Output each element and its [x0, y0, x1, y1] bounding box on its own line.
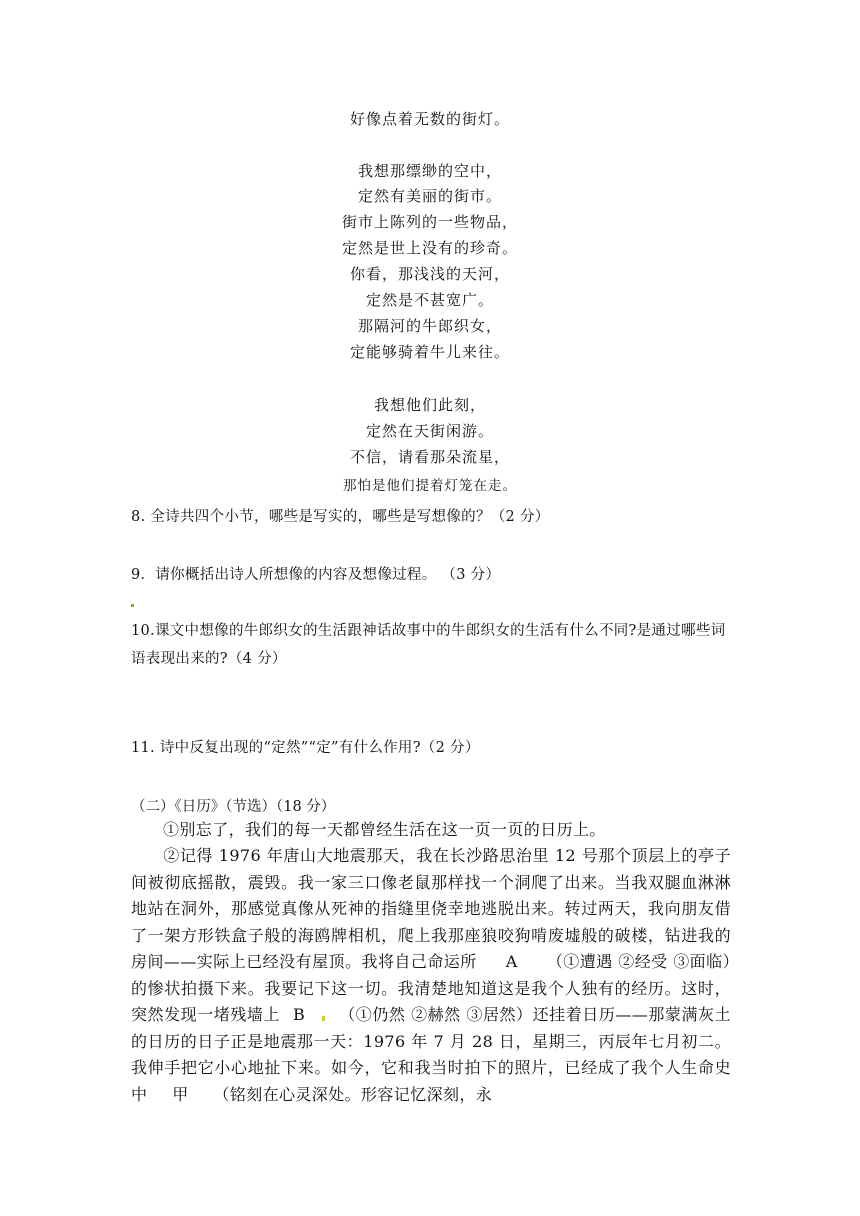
question-9: 9．请你概括出诗人所想像的内容及想像过程。 （3 分） [131, 567, 501, 583]
question-8: 8. 全诗共四个小节，哪些是写实的，哪些是写想像的？（2 分） [131, 509, 550, 525]
paragraph-2-text-d: （铭刻在心灵深处。形容记忆深刻，永 [213, 1084, 493, 1104]
poem-line: 定然有美丽的街市。 [357, 187, 502, 205]
poem-line: 街市上陈列的一些物品， [341, 213, 518, 231]
paragraph-2 [131, 843, 731, 1108]
stray-mark [131, 604, 134, 607]
poem-line: 我想那缥缈的空中， [357, 162, 502, 180]
blank-b: B [292, 1005, 306, 1024]
poem-line: 不信，请看那朵流星， [349, 448, 510, 466]
question-10: 10.课文中想像的牛郎织女的生活跟神话故事中的牛郎织女的生活有什么不同?是通过哪些词语表现出来的?（4 分） [131, 623, 726, 667]
paragraph-2-text-a: ②记得 1976 年唐山大地震那天，我在长沙路思治里 12 号那个顶层上的亭子间被彻底摇散，震毁。我一家三口像老鼠那样找一个洞爬了出来。当我双腿血淋淋地站在洞外，那感觉真像从死神的指缝里侥幸地逃脱出来。转过两天，我向朋友借了一架方形铁盒子般的海鸥牌相机，爬上我那座狼咬狗啃废墟般的破楼，钻进我的房间——实际上已经没有屋顶。我将自己命运所 [131, 846, 731, 971]
poem-line: 好像点着无数的街灯。 [349, 110, 510, 128]
poem-line: 定然是不甚宽广。 [365, 291, 494, 309]
poem-line: 我想他们此刻， [373, 396, 486, 414]
question-11: 11. 诗中反复出现的“定然”“定”有什么作用?（2 分） [131, 740, 480, 756]
paragraph-1 [131, 817, 731, 844]
poem-line: 定能够骑着牛儿来往。 [349, 343, 510, 361]
paragraph-2-text-b: （①遭遇 ②经受 ③面临）的惨状拍摄下来。我要记下这一切。我清楚地知道这是我个人独有的经历。这时，突然发现一堵残墙上 [131, 952, 731, 1024]
blank-c: 甲 [172, 1084, 189, 1104]
poem-line: 那隔河的牛郎织女， [357, 317, 502, 335]
blank-a: A [505, 952, 518, 971]
section-title: （二）《日历》（节选）（18 分） [131, 799, 336, 815]
paragraph-1-text: ①别忘了，我们的每一天都曾经生活在这一页一页的日历上。 [163, 820, 606, 839]
poem-line: 那怕是他们提着灯笼在走。 [343, 478, 517, 494]
poem-line: 你看，那浅浅的天河， [349, 265, 510, 283]
paragraph-2-text-c: （①仍然 ②赫然 ③居然）还挂着日历——那蒙满灰土的日历的日子正是地震那一天：1976 年 7 月 28 日，星期三，丙辰年七月初二。我伸手把它小心地扯下来。如今，它和我当时拍下的照片，已经成了我个人生命史中 [131, 1005, 731, 1104]
poem-line: 定然是世上没有的珍奇。 [341, 239, 518, 257]
poem-line: 定然在天街闲游。 [365, 422, 494, 440]
highlight-mark [322, 1016, 325, 1021]
